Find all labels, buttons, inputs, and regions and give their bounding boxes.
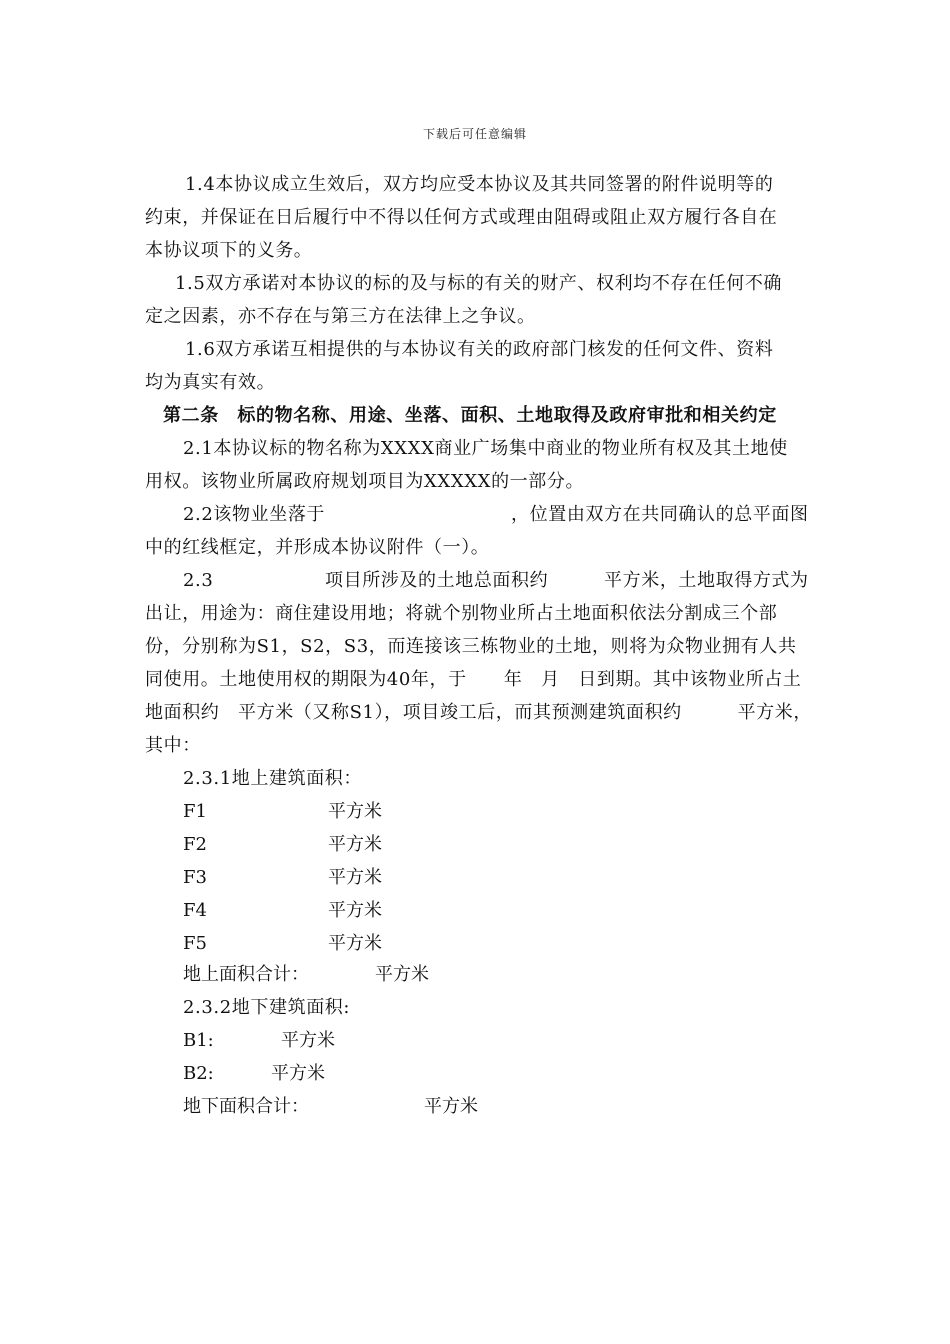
- clause-2-2-line-1: 2.2该物业坐落于 ，位置由双方在共同确认的总平面图: [183, 504, 809, 525]
- clause-2-3-1-title: 2.3.1地上建筑面积：: [183, 768, 362, 789]
- floor-label: F1: [183, 801, 207, 822]
- basement-unit: 平方米: [271, 1063, 325, 1084]
- below-ground-total-label: 地下面积合计：: [183, 1096, 309, 1117]
- floor-label: F2: [183, 834, 207, 855]
- clause-2-1-line-2: 用权。该物业所属政府规划项目为XXXXX的一部分。: [145, 471, 585, 492]
- clause-2-2-line-2: 中的红线框定，并形成本协议附件（一）。: [145, 537, 490, 558]
- above-ground-total-label: 地上面积合计：: [183, 964, 309, 985]
- clause-1-6-line-2: 均为真实有效。: [145, 372, 276, 393]
- basement-label: B1:: [183, 1030, 214, 1051]
- clause-2-3-line-5: 地面积约 平方米（又称S1），项目竣工后，而其预测建筑面积约 平方米，: [145, 702, 812, 723]
- clause-2-3-2-title: 2.3.2地下建筑面积:: [183, 997, 351, 1018]
- article-2-heading: 第二条 标的物名称、用途、坐落、面积、土地取得及政府审批和相关约定: [163, 405, 777, 426]
- floor-unit: 平方米: [328, 933, 382, 954]
- page-header: 下载后可任意编辑: [422, 127, 527, 141]
- clause-2-3-line-4: 同使用。土地使用权的期限为40年，于 年 月 日到期。其中该物业所占土: [145, 669, 802, 690]
- clause-2-3-line-1: 2.3 项目所涉及的土地总面积约 平方米，土地取得方式为: [183, 570, 809, 591]
- clause-2-3-line-2: 出让，用途为：商住建设用地；将就个别物业所占土地面积依法分割成三个部: [145, 603, 778, 624]
- basement-unit: 平方米: [281, 1030, 335, 1051]
- clause-2-1-line-1: 2.1本协议标的物名称为XXXX商业广场集中商业的物业所有权及其土地使: [183, 438, 788, 459]
- clause-1-4-line-2: 约束，并保证在日后履行中不得以任何方式或理由阻碍或阻止双方履行各自在: [145, 207, 778, 228]
- floor-unit: 平方米: [328, 801, 382, 822]
- clause-2-3-line-6: 其中：: [145, 735, 201, 756]
- floor-label: F3: [183, 867, 207, 888]
- clause-2-3-line-3: 份，分别称为S1，S2，S3，而连接该三栋物业的土地，则将为众物业拥有人共: [145, 636, 797, 657]
- clause-1-5-line-1: 1.5双方承诺对本协议的标的及与标的有关的财产、权利均不存在任何不确: [175, 273, 783, 294]
- floor-unit: 平方米: [328, 834, 382, 855]
- floor-unit: 平方米: [328, 867, 382, 888]
- basement-label: B2:: [183, 1063, 214, 1084]
- clause-1-5-line-2: 定之因素，亦不存在与第三方在法律上之争议。: [145, 306, 536, 327]
- clause-1-6-line-1: 1.6双方承诺互相提供的与本协议有关的政府部门核发的任何文件、资料: [185, 339, 774, 360]
- floor-unit: 平方米: [328, 900, 382, 921]
- above-ground-total-unit: 平方米: [375, 964, 429, 985]
- floor-label: F4: [183, 900, 207, 921]
- clause-1-4-line-1: 1.4本协议成立生效后，双方均应受本协议及其共同签署的附件说明等的: [185, 174, 774, 195]
- clause-1-4-line-3: 本协议项下的义务。: [145, 240, 313, 261]
- below-ground-total-unit: 平方米: [424, 1096, 478, 1117]
- floor-label: F5: [183, 933, 207, 954]
